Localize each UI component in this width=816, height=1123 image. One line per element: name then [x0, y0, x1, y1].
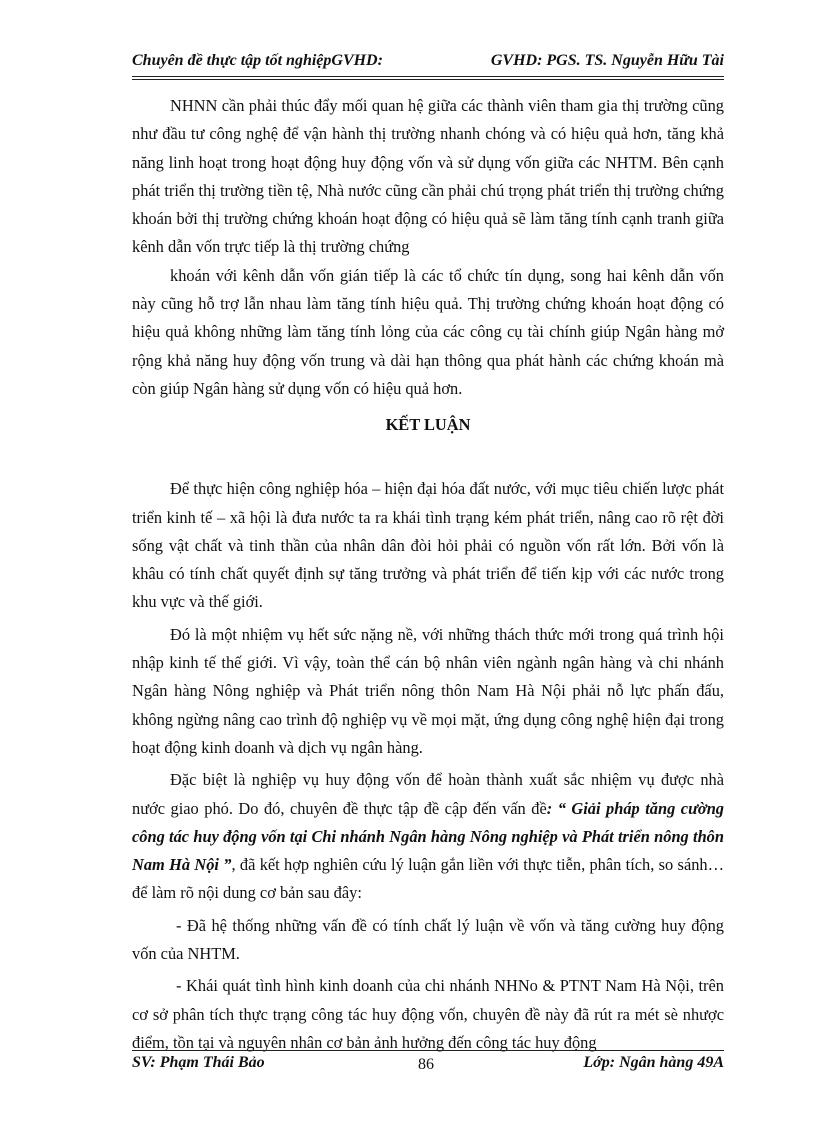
paragraph-1b: khoán với kênh dẫn vốn gián tiếp là các tổ chức tín dụng, song hai kênh dẫn vốn này cũng hỗ trợ lẫn nhau làm tăng tính hiệu quả. Thị trường chứng khoán hoạt động có hiệu quả không những làm tăng tính lỏng của các công cụ tài chính giúp Ngân hàng mở rộng khả năng huy động vốn trung và dài hạn thông qua phát hành các chứng khoán mà còn giúp Ngân hàng sử dụng vốn có hiệu quả hơn. — [132, 265, 724, 398]
footer-student: SV: Phạm Thái Bảo — [132, 1054, 265, 1071]
header-rule — [132, 76, 724, 77]
footer-rule — [132, 1050, 724, 1051]
paragraph-4-start: Đặc biệt là nghiệp vụ huy động vốn để hoàn thành xuất sắc nhiệm vụ được nhà nước giao phó. Do đó, chuyên đề thực tập đề cập đến vấn đề — [132, 770, 724, 818]
paragraph-2: Để thực hiện công nghiệp hóa – hiện đại hóa đất nước, với mục tiêu chiến lược phát triển kinh tế – xã hội là đưa nước ta ra khái tình trạng kém phát triển, nâng cao rõ rệt đời sống vật chất và tinh thần của nhân dân đòi hỏi phải có nguồn vốn rất lớn. Bởi vốn là khâu có tính chất quyết định sự tăng trưởng và phát triển để tiến kịp với các nước trong khu vực và thế giới. — [132, 479, 724, 612]
section-heading: KẾT LUẬN — [385, 415, 471, 435]
header-right-text: GVHD: PGS. TS. Nguyễn Hữu Tài — [490, 52, 724, 69]
paragraph-3: Đó là một nhiệm vụ hết sức nặng nề, với những thách thức mới trong quá trình hội nhập kinh tế thế giới. Vì vậy, toàn thể cán bộ nhân viên ngành ngân hàng và chi nhánh Ngân hàng Nông nghiệp và Phát triển nông thôn Nam Hà Nội phải nỗ lực phấn đấu, không ngừng nâng cao trình độ nghiệp vụ về mọi mặt, ứng dụng công nghệ hiện đại trong hoạt động kinh doanh và dịch vụ ngân hàng. — [132, 624, 724, 757]
footer-class: Lớp: Ngân hàng 49A — [583, 1054, 724, 1071]
page-number: 86 — [418, 1056, 434, 1073]
bullet-1: - Đã hệ thống những vấn đề có tính chất lý luận về vốn và tăng cường huy động vốn của NHTM. — [132, 915, 724, 964]
document-body — [132, 92, 724, 1057]
paragraph-4-end: , đã kết hợp nghiên cứu lý luận gắn liền với thực tiễn, phân tích, so sánh… để làm rõ nội dung cơ bản sau đây: — [132, 855, 724, 903]
header-rule-thin — [132, 79, 724, 80]
header-left-text: Chuyên đề thực tập tốt nghiệpGVHD: — [132, 52, 383, 69]
page-footer — [132, 1054, 724, 1078]
thesis-title: : “ Giải pháp tăng cường công tác huy động vốn tại Chi nhánh Ngân hàng Nông nghiệp và Phát triển nông thôn Nam Hà Nội ” — [132, 798, 725, 875]
spacer — [132, 439, 724, 475]
bullet-2: - Khái quát tình hình kinh doanh của chi nhánh NHNo & PTNT Nam Hà Nội, trên cơ sở phân tích thực trạng công tác huy động vốn, chuyên đề này đã rút ra mét sè nhược điểm, tồn tại và nguyên nhân cơ bản ảnh hưởng đến công tác huy động — [132, 976, 724, 1052]
page-header — [132, 52, 724, 76]
paragraph-1a: NHNN cần phải thúc đẩy mối quan hệ giữa các thành viên tham gia thị trường cũng như đầu tư công nghệ để vận hành thị trường nhanh chóng và có hiệu quả hơn, tăng khả năng linh hoạt trong hoạt động huy động vốn và sử dụng vốn giữa các NHTM. Bên cạnh phát triển thị trường tiền tệ, Nhà nước cũng cần phải chú trọng phát triển thị trường chứng khoán bởi thị trường chứng khoán hoạt động có hiệu quả sẽ làm tăng tính cạnh tranh giữa kênh dẫn vốn trực tiếp là thị trường chứng — [132, 96, 724, 257]
paragraph-4 — [132, 766, 724, 907]
